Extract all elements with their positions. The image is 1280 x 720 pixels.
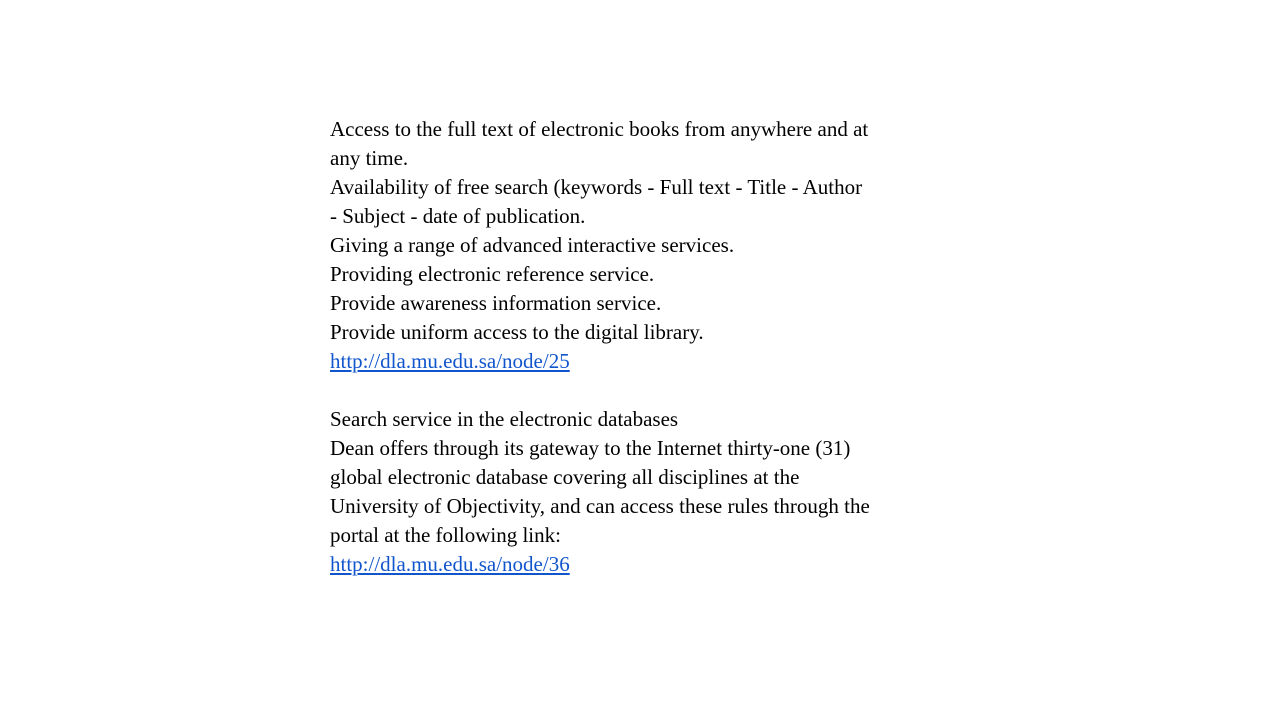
text-body [330,115,955,579]
free-search-line-1: Availability of free search (keywords - Full text - Title - Author [330,175,863,199]
paragraph-spacer [330,376,955,405]
ebooks-access-line-2: any time. [330,146,409,170]
interactive-services-line: Giving a range of advanced interactive services. [330,233,735,257]
uniform-access-line: Provide uniform access to the digital library. [330,320,704,344]
databases-desc-line-1: Dean offers through its gateway to the Internet thirty-one (31) [330,436,851,460]
link-line-1 [330,347,955,376]
free-search-line-2: - Subject - date of publication. [330,204,586,228]
link-line-2 [330,550,955,579]
digital-library-link[interactable]: http://dla.mu.edu.sa/node/25 [330,349,570,373]
awareness-service-line: Provide awareness information service. [330,291,662,315]
databases-heading: Search service in the electronic databases [330,407,679,431]
databases-desc-line-2: global electronic database covering all disciplines at the [330,465,800,489]
databases-desc-line-3: University of Objectivity, and can access these rules through the [330,494,870,518]
reference-service-line: Providing electronic reference service. [330,262,655,286]
databases-portal-link[interactable]: http://dla.mu.edu.sa/node/36 [330,552,570,576]
databases-desc-line-4: portal at the following link: [330,523,561,547]
ebooks-access-line-1: Access to the full text of electronic books from anywhere and at [330,117,869,141]
